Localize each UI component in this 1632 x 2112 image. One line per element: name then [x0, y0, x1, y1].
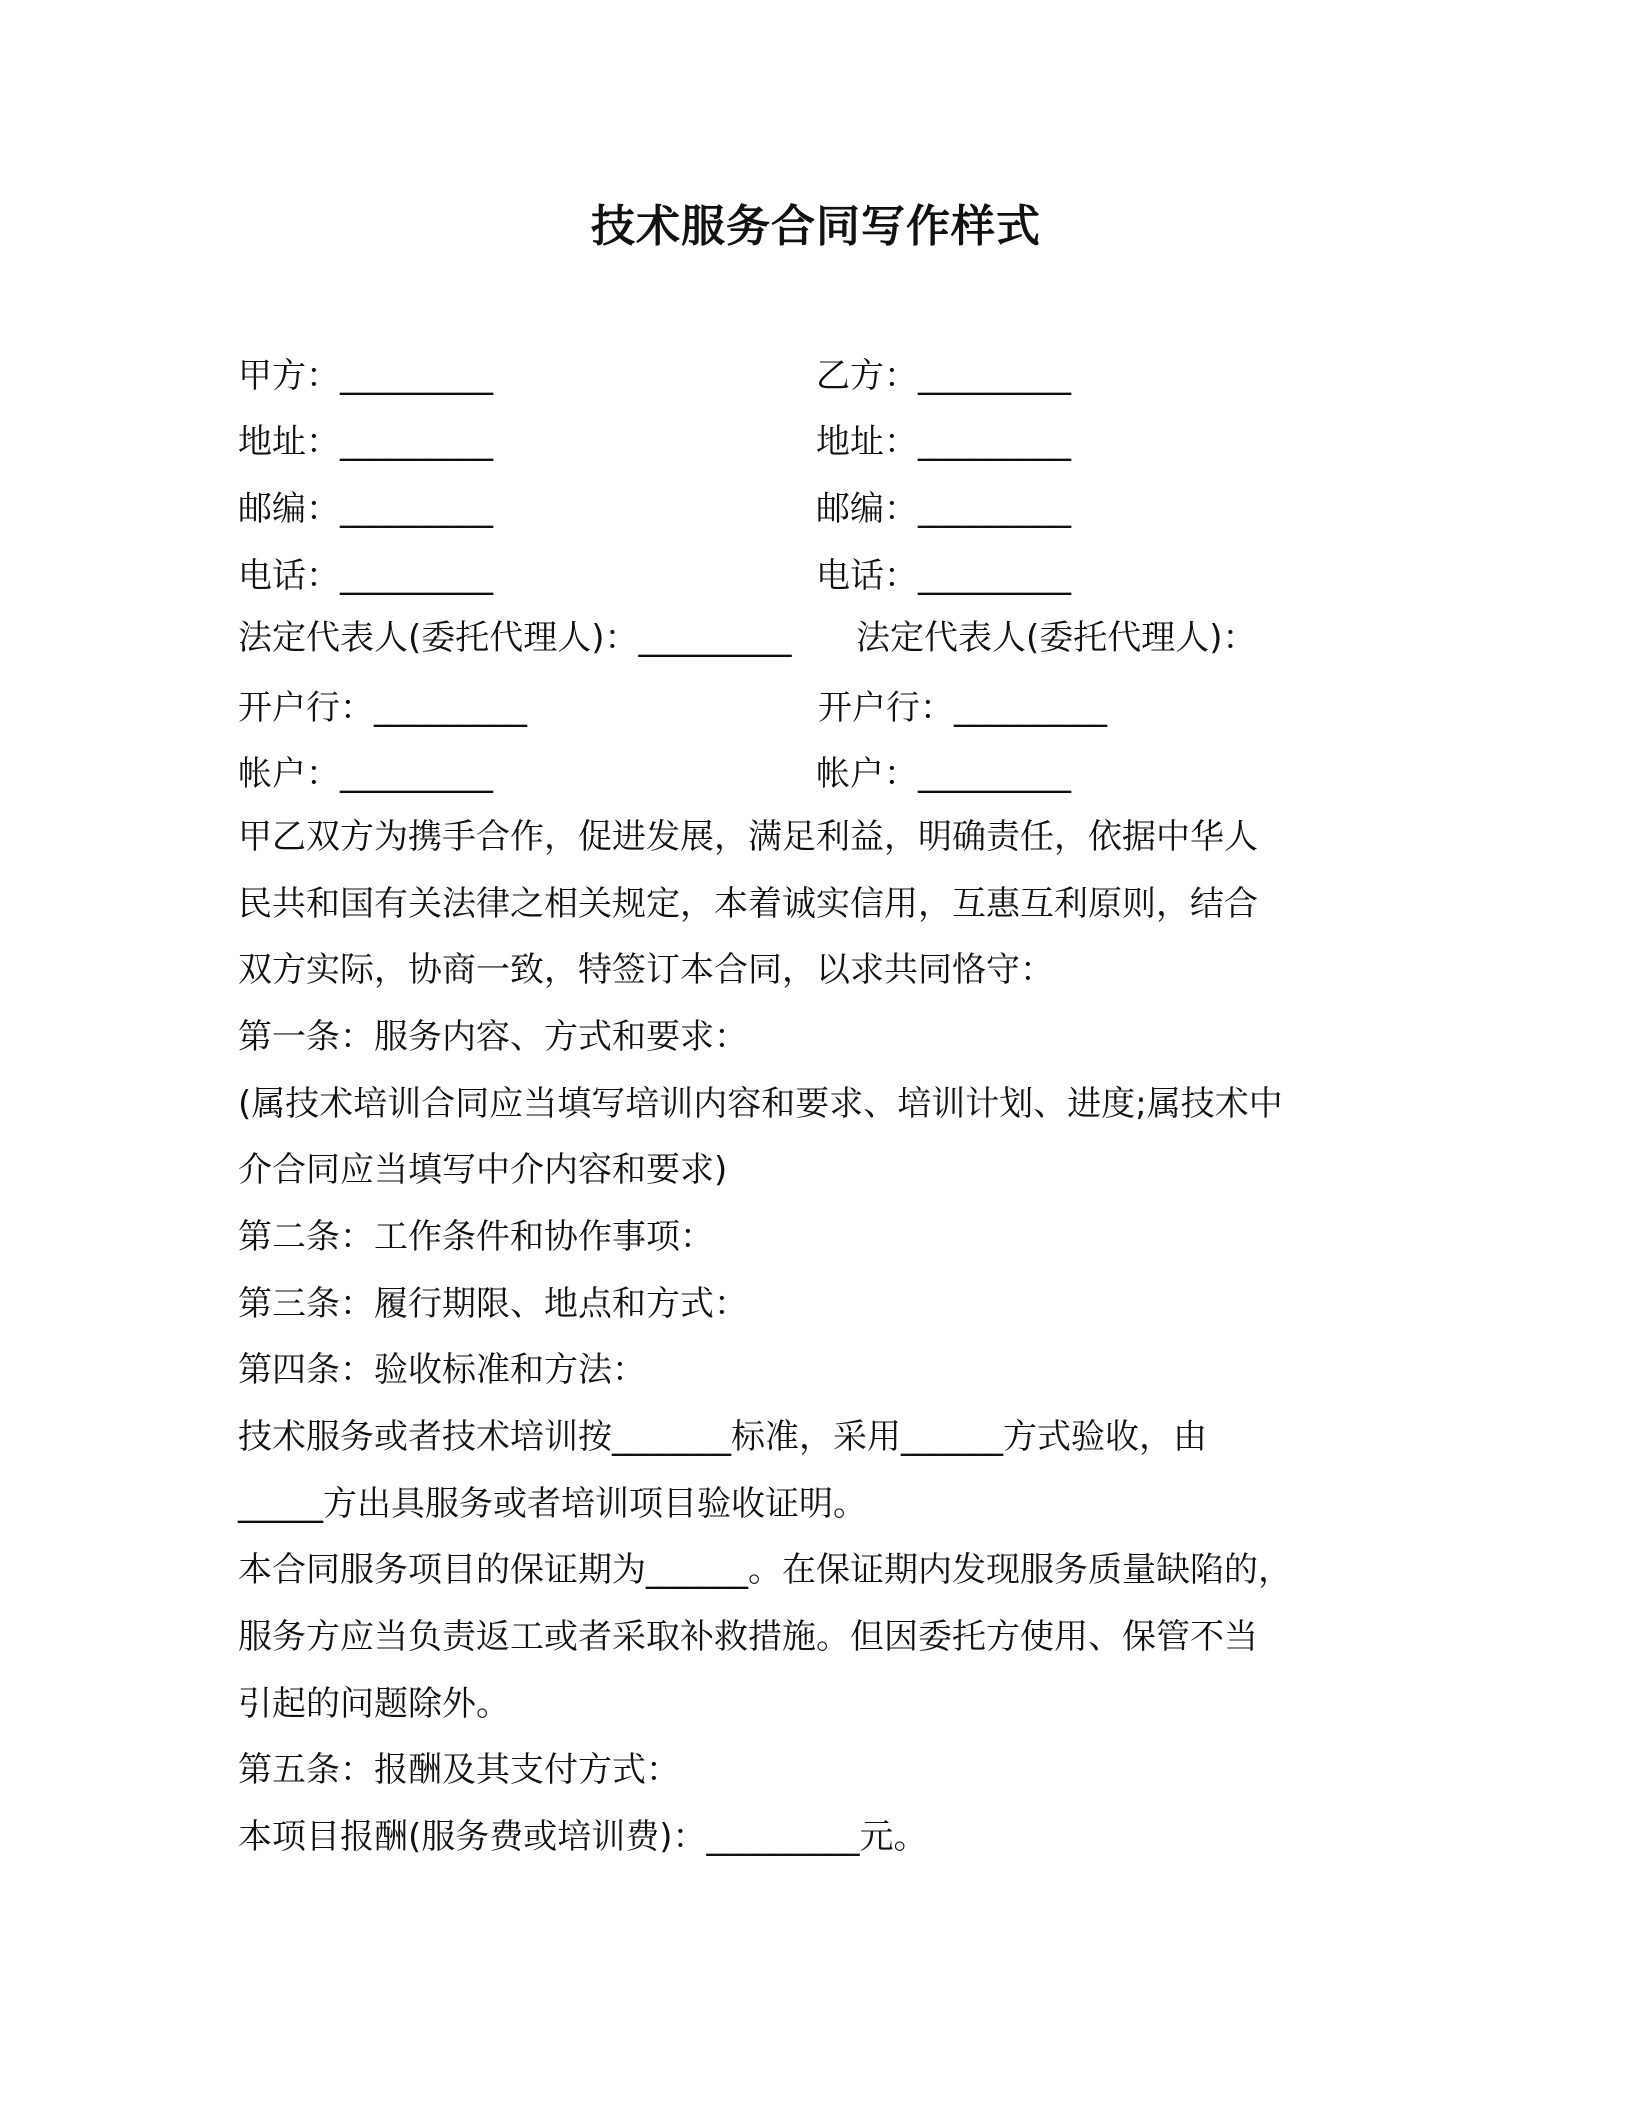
fee-line: 本项目报酬(服务费或培训费)：_________元。: [238, 1817, 928, 1857]
article1-heading: 第一条：服务内容、方式和要求：: [238, 1017, 748, 1057]
party-b-postcode: 邮编：_________: [816, 489, 1071, 529]
warranty-line: 本合同服务项目的保证期为______。在保证期内发现服务质量缺陷的，: [238, 1550, 1292, 1590]
acceptance-line: 技术服务或者技术培训按_______标准，采用______方式验收，由: [238, 1417, 1207, 1457]
preamble-line: 甲乙双方为携手合作，促进发展，满足利益，明确责任，依据中华人: [238, 817, 1258, 857]
article1-note-line: (属技术培训合同应当填写培训内容和要求、培训计划、进度;属技术中: [238, 1084, 1283, 1124]
acceptance-line: _____方出具服务或者培训项目验收证明。: [238, 1484, 867, 1524]
warranty-line: 引起的问题除外。: [238, 1684, 510, 1724]
party-a-account: 帐户：_________: [238, 754, 493, 794]
article3-heading: 第三条：履行期限、地点和方式：: [238, 1284, 748, 1324]
party-b-address: 地址：_________: [816, 422, 1071, 462]
article5-heading: 第五条：报酬及其支付方式：: [238, 1750, 680, 1790]
article1-note-line: 介合同应当填写中介内容和要求): [238, 1150, 728, 1190]
party-b-account: 帐户：_________: [816, 754, 1071, 794]
article4-heading: 第四条：验收标准和方法：: [238, 1350, 646, 1390]
preamble-line: 双方实际，协商一致，特签订本合同，以求共同恪守：: [238, 950, 1054, 990]
party-a-name: 甲方：_________: [238, 356, 493, 396]
document-title: 技术服务合同写作样式: [591, 201, 1041, 252]
party-b-legal-rep: 法定代表人(委托代理人)：: [856, 618, 1257, 658]
article2-heading: 第二条：工作条件和协作事项：: [238, 1217, 714, 1257]
party-b-name: 乙方：_________: [816, 356, 1071, 396]
party-a-phone: 电话：_________: [238, 556, 493, 596]
party-a-legal-rep: 法定代表人(委托代理人)：_________: [238, 618, 792, 658]
party-a-bank: 开户行：_________: [238, 688, 527, 728]
party-a-address: 地址：_________: [238, 422, 493, 462]
party-b-phone: 电话：_________: [816, 556, 1071, 596]
preamble-line: 民共和国有关法律之相关规定，本着诚实信用，互惠互利原则，结合: [238, 884, 1258, 924]
warranty-line: 服务方应当负责返工或者采取补救措施。但因委托方使用、保管不当: [238, 1617, 1258, 1657]
party-a-postcode: 邮编：_________: [238, 489, 493, 529]
party-b-bank: 开户行：_________: [818, 688, 1107, 728]
